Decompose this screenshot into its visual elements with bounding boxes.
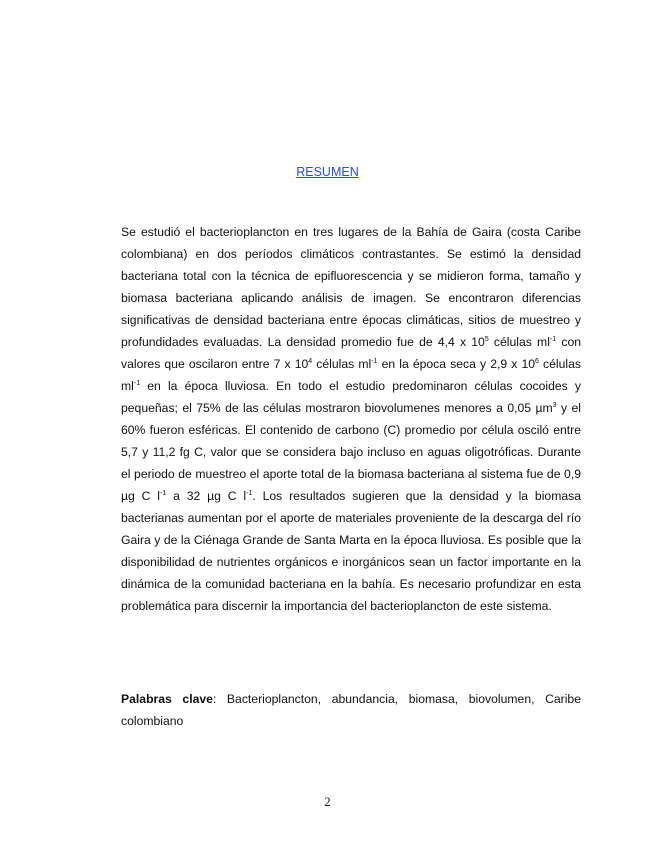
abstract-text: a 32 µg C l [166,489,247,503]
exponent: 6 [535,358,539,365]
exponent: 4 [308,358,313,365]
abstract-text: células ml [121,357,581,393]
exponent: 3 [552,402,557,409]
abstract-text: . Los resultados sugieren que la densidad y la biomasa bacterianas aumentan por el aporte de materiales proveniente de la descarga del río Gaira y de la Ciénaga Grande de Santa Marta en la época lluviosa. Es posible que la disponibilidad de nutrientes orgánicos e inorgánicos sean un factor importante en la dinámica de la comunidad bacteriana en la bahía. Es necesario profundizar en esta problemática para discernir la importancia del bacterioplancton de este sistema. [121,489,581,613]
keywords-paragraph [121,688,581,732]
exponent: -1 [160,490,167,497]
exponent: -1 [371,358,378,365]
abstract-text: células ml [488,335,550,349]
exponent: -1 [549,336,557,343]
abstract-text: en la época seca y 2,9 x 10 [377,357,536,371]
keywords-text: : Bacterioplancton, abundancia, biomasa, biovolumen, Caribe colombiano [121,692,581,728]
abstract-paragraph [121,221,581,617]
abstract-text: en la época lluviosa. En todo el estudio predominaron células cocoides y pequeñas; el 75% de las células mostraron biovolumenes menores a 0,05 µm [121,379,581,415]
abstract-heading[interactable]: RESUMEN [296,165,359,179]
exponent: 5 [484,336,489,343]
keywords-label: Palabras clave [121,692,213,706]
exponent: -1 [133,380,141,387]
page-number: 2 [324,795,331,809]
exponent: -1 [246,490,253,497]
abstract-text: con valores que oscilaron entre 7 x 10 [121,335,581,371]
abstract-text: células ml [312,357,372,371]
abstract-text: Se estudió el bacterioplancton en tres lugares de la Bahía de Gaira (costa Caribe colombiana) en dos períodos climáticos contrastantes. Se estimó la densidad bacteriana total con la técnica de epifluorescencia y se midieron forma, tamaño y biomasa bacteriana aplicando análisis de imagen. Se encontraron diferencias significativas de densidad bacteriana entre épocas climáticas, sitios de muestreo y profundidades evaluadas. La densidad promedio fue de 4,4 x 10 [121,225,581,349]
abstract-text: y el 60% fueron esféricas. El contenido de carbono (C) promedio por célula osciló entre 5,7 y 11,2 fg C, valor que se considera bajo incluso en aguas oligotróficas. Durante el periodo de muestreo el aporte total de la biomasa bacteriana al sistema fue de 0,9 µg C l [121,401,581,503]
